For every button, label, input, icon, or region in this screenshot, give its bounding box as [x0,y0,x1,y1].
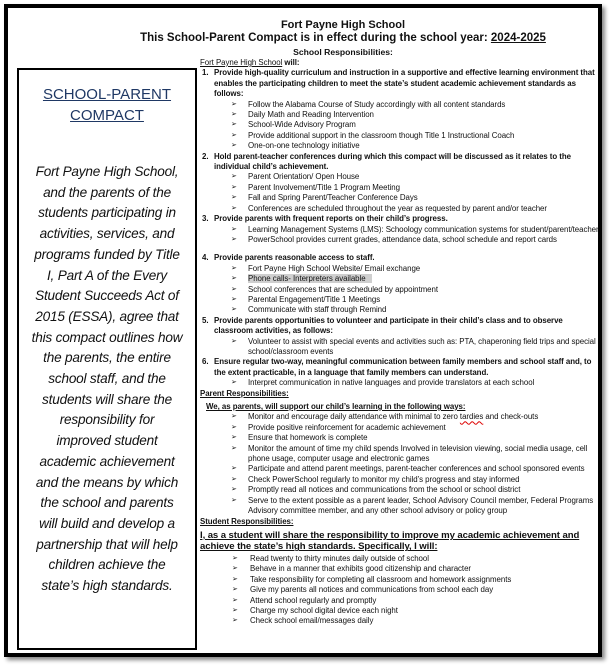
bullet-text: Promptly read all notices and communications from the school or school district [248,485,521,495]
bullet-text: Serve to the extent possible as a parent leader, School Advisory Council member, Federal Programs Advisory committee member, and any other school advisory or policy group [248,495,594,516]
parent-list [200,412,600,516]
bullet-text: Monitor and encourage daily attendance with minimal to zero [248,412,460,422]
item-number: 1. [202,68,209,78]
list-item [200,274,600,284]
item-text: Provide parents opportunities to volunteer and participate in their child’s class and to observe classroom activities, as follows: [214,315,563,336]
bullet-text: School conferences that are scheduled by appointment [248,284,438,294]
school-intro-rest: will: [282,58,300,67]
school-item [200,152,600,173]
school-responsibilities-heading: School Responsibilities: [293,47,393,57]
bullet-list [200,225,600,246]
compact-line: partnership that will help [36,536,178,552]
bullet-text: Take responsibility for completing all classroom and homework assignments [250,574,512,584]
bullet-text: Check school email/messages daily [250,616,374,626]
bullet-text: Check PowerSchool regularly to monitor my child’s progress and stay informed [248,474,520,484]
bullet-text: Fort Payne High School Website/ Email exchange [248,263,421,273]
list-item [200,172,600,182]
school-item [200,214,600,224]
list-item [200,475,600,485]
list-item [200,596,600,606]
list-item [200,193,600,203]
compact-line: children achieve the [48,557,166,573]
compact-line: responsibility for [59,412,155,428]
compact-line: this compact outlines how [31,329,183,345]
list-item [200,183,600,193]
item-text: Hold parent-teacher conferences during which this compact will be discussed as it relates to the individual child’s achievement. [214,151,571,172]
bullet-text: Learning Management Systems (LMS): Schoology communication systems for student/parent/teacher [248,224,599,234]
bullet-text: Charge my school digital device each night [250,605,398,615]
compact-line: the school and parents [40,495,174,511]
list-item [200,235,600,245]
bullet-text: Give my parents all notices and communications from school each day [250,585,494,595]
list-item [200,225,600,235]
bullet-list [200,100,600,152]
bullet-list [200,337,600,358]
compact-title-line1: SCHOOL-PARENT [42,86,172,103]
list-item [200,204,600,214]
school-item [200,316,600,337]
compact-line: I, Part A of the Every [46,267,167,283]
bullet-text: Daily Math and Reading Intervention [248,110,374,120]
list-item [200,131,600,141]
compact-line: school staff, and the [48,371,166,387]
bullet-text: Ensure that homework is complete [248,433,368,443]
school-item [200,253,600,263]
bullet-text: Provide additional support in the classroom though Title 1 Instructional Coach [248,130,515,140]
compact-line: academic achievement [39,453,175,469]
list-item [200,305,600,315]
item-number: 5. [202,315,209,325]
item-number: 6. [202,357,209,367]
bullet-list [200,378,600,388]
school-item [200,357,600,378]
compact-line: students participating in [38,205,176,221]
list-item [200,110,600,120]
bullet-text: Conferences are scheduled throughout the year as requested by parent and/or teacher [248,203,547,213]
bullet-text: Participate and attend parent meetings, parent-teacher conferences and school sponsored events [248,464,585,474]
list-item [200,554,600,564]
compact-line: Fort Payne High School, [35,164,179,179]
bullet-text: Monitor the amount of time my child spends Involved in television viewing, social media usage, cell phone usage, computer usage and electronic games [248,443,588,464]
list-item [200,575,600,585]
compact-line: state’s high standards. [41,578,173,594]
student-lead: I, as a student will share the responsibility to improve my academic achievement and achieve the state’s high standards. Specifically, I will: [200,529,580,553]
school-item [200,68,600,99]
bullet-list [200,264,600,316]
document-page [4,4,602,657]
school-items [200,68,600,388]
list-item [200,423,600,433]
list-item [200,120,600,130]
list-item [200,412,600,422]
bullet-text: Parent Involvement/Title 1 Program Meeting [248,182,400,192]
parent-heading: Parent Responsibilities: [200,388,289,398]
compact-sidebar-box [17,68,197,650]
list-item [200,285,600,295]
school-title: Fort Payne High School [280,19,406,31]
compact-line: 2015 (ESSA), agree that [35,308,179,324]
compact-line: will build and develop a [39,515,175,531]
item-text: Provide high-quality curriculum and instruction in a supportive and effective learning environment that enables the participating children to meet the state’s student academic achievement standards as follows: [214,68,595,99]
bullet-text: Parent Orientation/ Open House [248,172,360,182]
list-item [200,337,600,358]
list-item [200,433,600,443]
compact-line: improved student [56,433,158,449]
item-text: Provide parents with frequent reports on their child’s progress. [214,214,448,224]
compact-line: students will share the [42,391,172,407]
student-list [200,554,600,627]
list-item [200,295,600,305]
bullet-text: Parental Engagement/Title 1 Meetings [248,294,381,304]
compact-line: Student Succeeds Act of [35,288,179,304]
bullet-text: and check-outs [483,412,539,422]
compact-line: the parents, the entire [43,350,171,366]
misspelled-word: tardies [459,412,484,422]
list-item [200,378,600,388]
item-number: 4. [202,253,209,263]
compact-line: activities, services, and [39,226,175,242]
bullet-list [200,172,600,214]
bullet-text: Behave in a manner that exhibits good citizenship and character [250,564,471,574]
item-text: Provide parents reasonable access to staff. [214,253,375,263]
list-item [200,485,600,495]
list-item [200,496,600,517]
parent-lead: We, as parents, will support our child’s learning in the following ways: [206,402,466,411]
spacer [200,245,600,253]
list-item [200,585,600,595]
bullet-text: Fall and Spring Parent/Teacher Conference Days [248,193,418,203]
bullet-text: School-Wide Advisory Program [248,120,356,130]
item-number: 2. [202,151,209,161]
effect-text: This School-Parent Compact is in effect during the school year: [140,32,491,44]
item-number: 3. [202,214,209,224]
bullet-text: Attend school regularly and promptly [250,595,377,605]
list-item [200,141,600,151]
school-year: 2024-2025 [490,32,546,44]
compact-line: and the means by which [35,474,179,490]
bullet-text: Follow the Alabama Course of Study accordingly with all content standards [248,99,506,109]
compact-title [19,84,195,126]
student-heading: Student Responsibilities: [200,517,294,527]
bullet-text: PowerSchool provides current grades, attendance data, school schedule and report cards [248,234,557,244]
bullet-text: Phone calls- Interpreters available [248,274,372,283]
list-item [200,444,600,465]
list-item [200,464,600,474]
compact-statement [19,162,195,597]
bullet-text: Interpret communication in native languages and provide translators at each school [248,378,535,388]
list-item [200,616,600,626]
responsibilities-column [200,58,600,627]
school-intro-name: Fort Payne High School [200,58,283,67]
list-item [200,100,600,110]
compact-line: programs funded by Title [34,246,180,262]
bullet-text: Read twenty to thirty minutes daily outside of school [250,553,429,563]
item-text: Ensure regular two-way, meaningful communication between family members and school staff and, to the extent practicable, in a language that family members can understand. [214,357,592,377]
list-item [200,264,600,274]
school-intro [200,58,600,68]
bullet-text: Volunteer to assist with special events and activities such as: PTA, chaperoning field trips and special school/classroom events [248,336,596,356]
bullet-text: Communicate with staff through Remind [248,305,387,315]
list-item [200,606,600,616]
bullet-text: Provide positive reinforcement for academic achievement [248,422,446,432]
list-item [200,564,600,574]
compact-title-line2: COMPACT [70,107,144,124]
effect-line [48,32,610,44]
compact-line: and the parents of the [43,184,171,200]
bullet-text: One-on-one technology initiative [248,141,360,151]
